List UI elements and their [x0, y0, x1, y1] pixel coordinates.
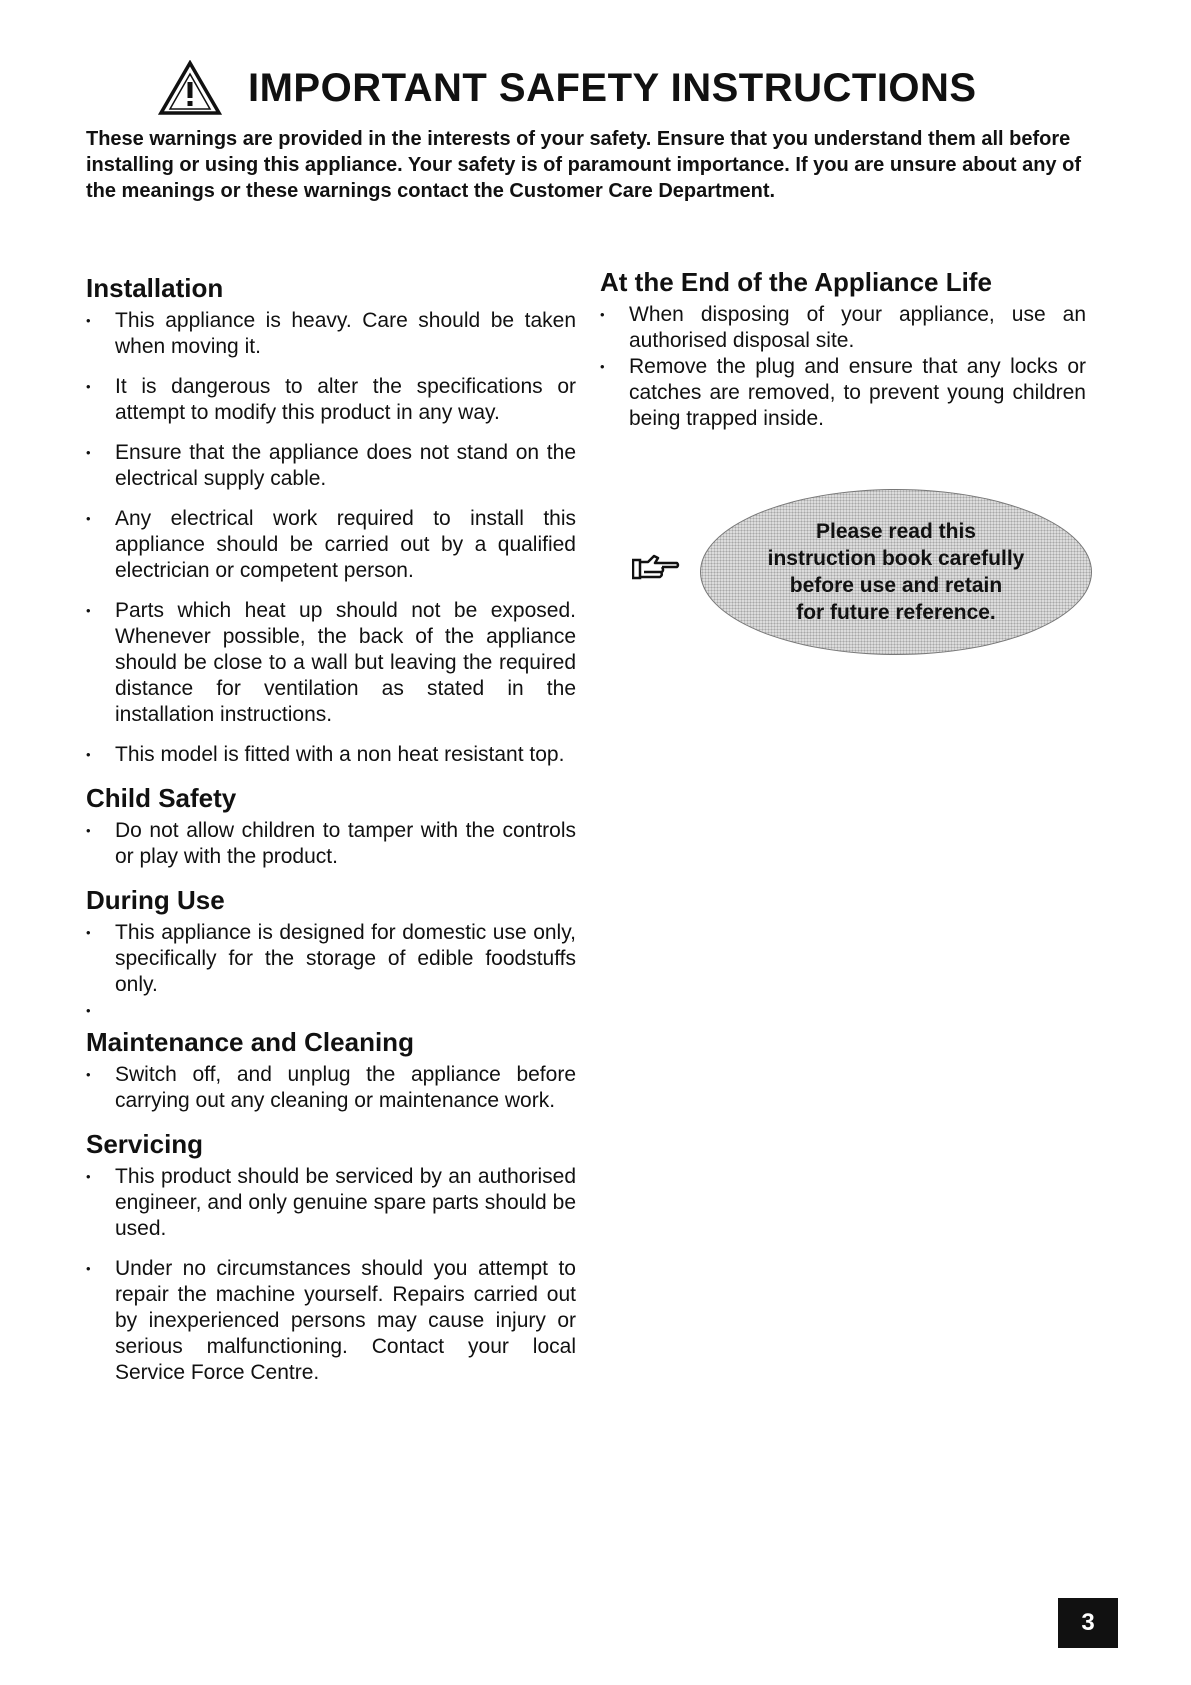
during-use-list	[86, 920, 576, 1022]
page-number: 3	[1058, 1598, 1118, 1648]
list-item: • Under no circumstances should you attempt to repair the machine yourself. Repairs carried out by inexperienced persons may cause injury or serious malfunctioning. Contact your local Service Force Centre.	[86, 1256, 576, 1386]
installation-list	[86, 308, 576, 768]
intro-text: These warnings are provided in the interests of your safety. Ensure that you understand them all before installing or using this appliance. Your safety is of paramount importance. If you are unsure about any of the meanings or these warnings contact the Customer Care Department.	[86, 128, 1081, 202]
list-item: • Parts which heat up should not be exposed. Whenever possible, the back of the appliance should be close to a wall but leaving the required distance for ventilation as stated in the installation instructions.	[86, 598, 576, 728]
callout-line: Please read this	[816, 520, 976, 543]
list-item: • Do not allow children to tamper with the controls or play with the product.	[86, 818, 576, 870]
list-item: • When disposing of your appliance, use an authorised disposal site.	[600, 302, 1086, 354]
installation-heading: Installation	[86, 273, 224, 303]
installation-section	[86, 272, 576, 768]
list-item: • Switch off, and unplug the appliance before carrying out any cleaning or maintenance work.	[86, 1062, 576, 1114]
list-item: • This product should be serviced by an authorised engineer, and only genuine spare parts should be used.	[86, 1164, 576, 1242]
pointing-hand-icon	[632, 552, 680, 582]
list-item: • Ensure that the appliance does not stand on the electrical supply cable.	[86, 440, 576, 492]
during-use-heading: During Use	[86, 885, 225, 915]
list-item: • It is dangerous to alter the specifications or attempt to modify this product in any way.	[86, 374, 576, 426]
empty-list-item	[86, 998, 576, 1022]
end-of-life-list	[600, 302, 1086, 432]
callout-line: before use and retain	[789, 574, 1003, 597]
list-item: • This appliance is designed for domestic use only, specifically for the storage of edible foodstuffs only.	[86, 920, 576, 998]
callout-line: for future reference.	[796, 601, 996, 624]
list-item: • Remove the plug and ensure that any locks or catches are removed, to prevent young children being trapped inside.	[600, 354, 1086, 432]
maintenance-list	[86, 1062, 576, 1114]
during-use-section	[86, 884, 576, 1022]
servicing-heading: Servicing	[86, 1129, 204, 1159]
callout-text	[746, 518, 1046, 626]
list-item: • Any electrical work required to install this appliance should be carried out by a qualified electrician or competent person.	[86, 506, 576, 584]
right-column	[600, 266, 1086, 432]
servicing-section	[86, 1128, 576, 1386]
read-instructions-callout	[700, 489, 1092, 655]
child-safety-heading: Child Safety	[86, 783, 237, 813]
callout-line: instruction book carefully	[767, 547, 1025, 570]
warning-triangle-icon	[158, 60, 222, 116]
list-item: • This model is fitted with a non heat resistant top.	[86, 742, 576, 768]
title-row	[158, 60, 977, 116]
end-of-life-heading: At the End of the Appliance Life	[600, 267, 992, 297]
page-title: IMPORTANT SAFETY INSTRUCTIONS	[248, 65, 977, 110]
left-column	[86, 272, 576, 1400]
list-item: • This appliance is heavy. Care should be taken when moving it.	[86, 308, 576, 360]
child-safety-list	[86, 818, 576, 870]
servicing-list	[86, 1164, 576, 1386]
child-safety-section	[86, 782, 576, 870]
maintenance-heading: Maintenance and Cleaning	[86, 1027, 414, 1057]
end-of-life-section	[600, 266, 1086, 432]
maintenance-section	[86, 1026, 576, 1114]
